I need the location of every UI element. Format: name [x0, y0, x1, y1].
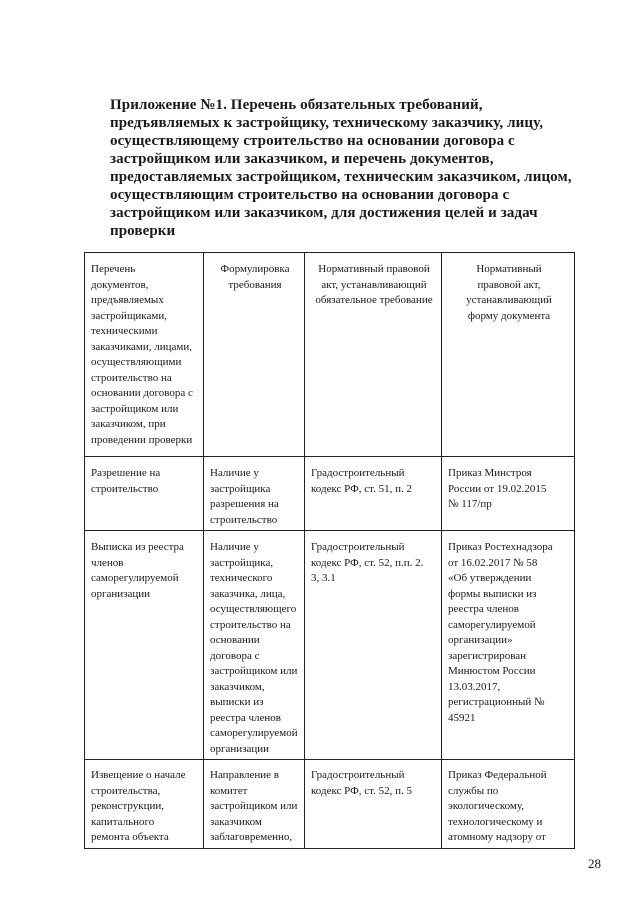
- table-row: [85, 760, 575, 849]
- cell-legal-act: Градостроительный кодекс РФ, ст. 52, п. 5: [305, 760, 442, 849]
- cell-legal-act: Градостроительный кодекс РФ, ст. 52, п.п. 2. 3, 3.1: [305, 531, 442, 760]
- cell-form-act: Приказ Минстроя России от 19.02.2015 № 117/пр: [442, 457, 575, 531]
- header-requirement-wording: Формулировка требования: [204, 253, 305, 457]
- header-documents: Перечень документов, предъявляемых застройщиками, техническими заказчиками, лицами, осуществляющими строительство на основании договора с застройщиком или заказчиком, при проведении проверки: [85, 253, 204, 457]
- header-legal-act-form: Нормативный правовой акт, устанавливающий форму документа: [442, 253, 575, 457]
- cell-form-act: Приказ Федеральной службы по экологическому, технологическому и атомному надзору от: [442, 760, 575, 849]
- cell-requirement: Направление в комитет застройщиком или заказчиком заблаговременно,: [204, 760, 305, 849]
- cell-document: Извещение о начале строительства, реконструкции, капитального ремонта объекта: [85, 760, 204, 849]
- cell-form-act: Приказ Ростехнадзора от 16.02.2017 № 58 «Об утверждении формы выписки из реестра членов саморегулируемой организации» зарегистрирован Минюстом России 13.03.2017, регистрационный № 45921: [442, 531, 575, 760]
- table-row: [85, 457, 575, 531]
- header-legal-act-requirement: Нормативный правовой акт, устанавливающий обязательное требование: [305, 253, 442, 457]
- cell-legal-act: Градостроительный кодекс РФ, ст. 51, п. 2: [305, 457, 442, 531]
- page-number: 28: [588, 856, 601, 871]
- cell-requirement: Наличие у застройщика разрешения на строительство: [204, 457, 305, 531]
- cell-requirement: Наличие у застройщика, технического заказчика, лица, осуществляющего строительство на основании договора с застройщиком или заказчиком, выписки из реестра членов саморегулируемой организации: [204, 531, 305, 760]
- cell-document: Разрешение на строительство: [85, 457, 204, 531]
- document-title: Приложение №1. Перечень обязательных требований, предъявляемых к застройщику, техническому заказчику, лицу, осуществляющему строительство на основании договора с застройщиком или заказчиком, и перечень документов, предоставляемых застройщиком, техническим заказчиком, лицом, осуществляющим строительство на основании договора с застройщиком или заказчиком, для достижения целей и задач проверки: [110, 97, 572, 239]
- table-row: [85, 531, 575, 760]
- requirements-table: [84, 252, 575, 849]
- cell-document: Выписка из реестра членов саморегулируемой организации: [85, 531, 204, 760]
- table-header-row: [85, 253, 575, 457]
